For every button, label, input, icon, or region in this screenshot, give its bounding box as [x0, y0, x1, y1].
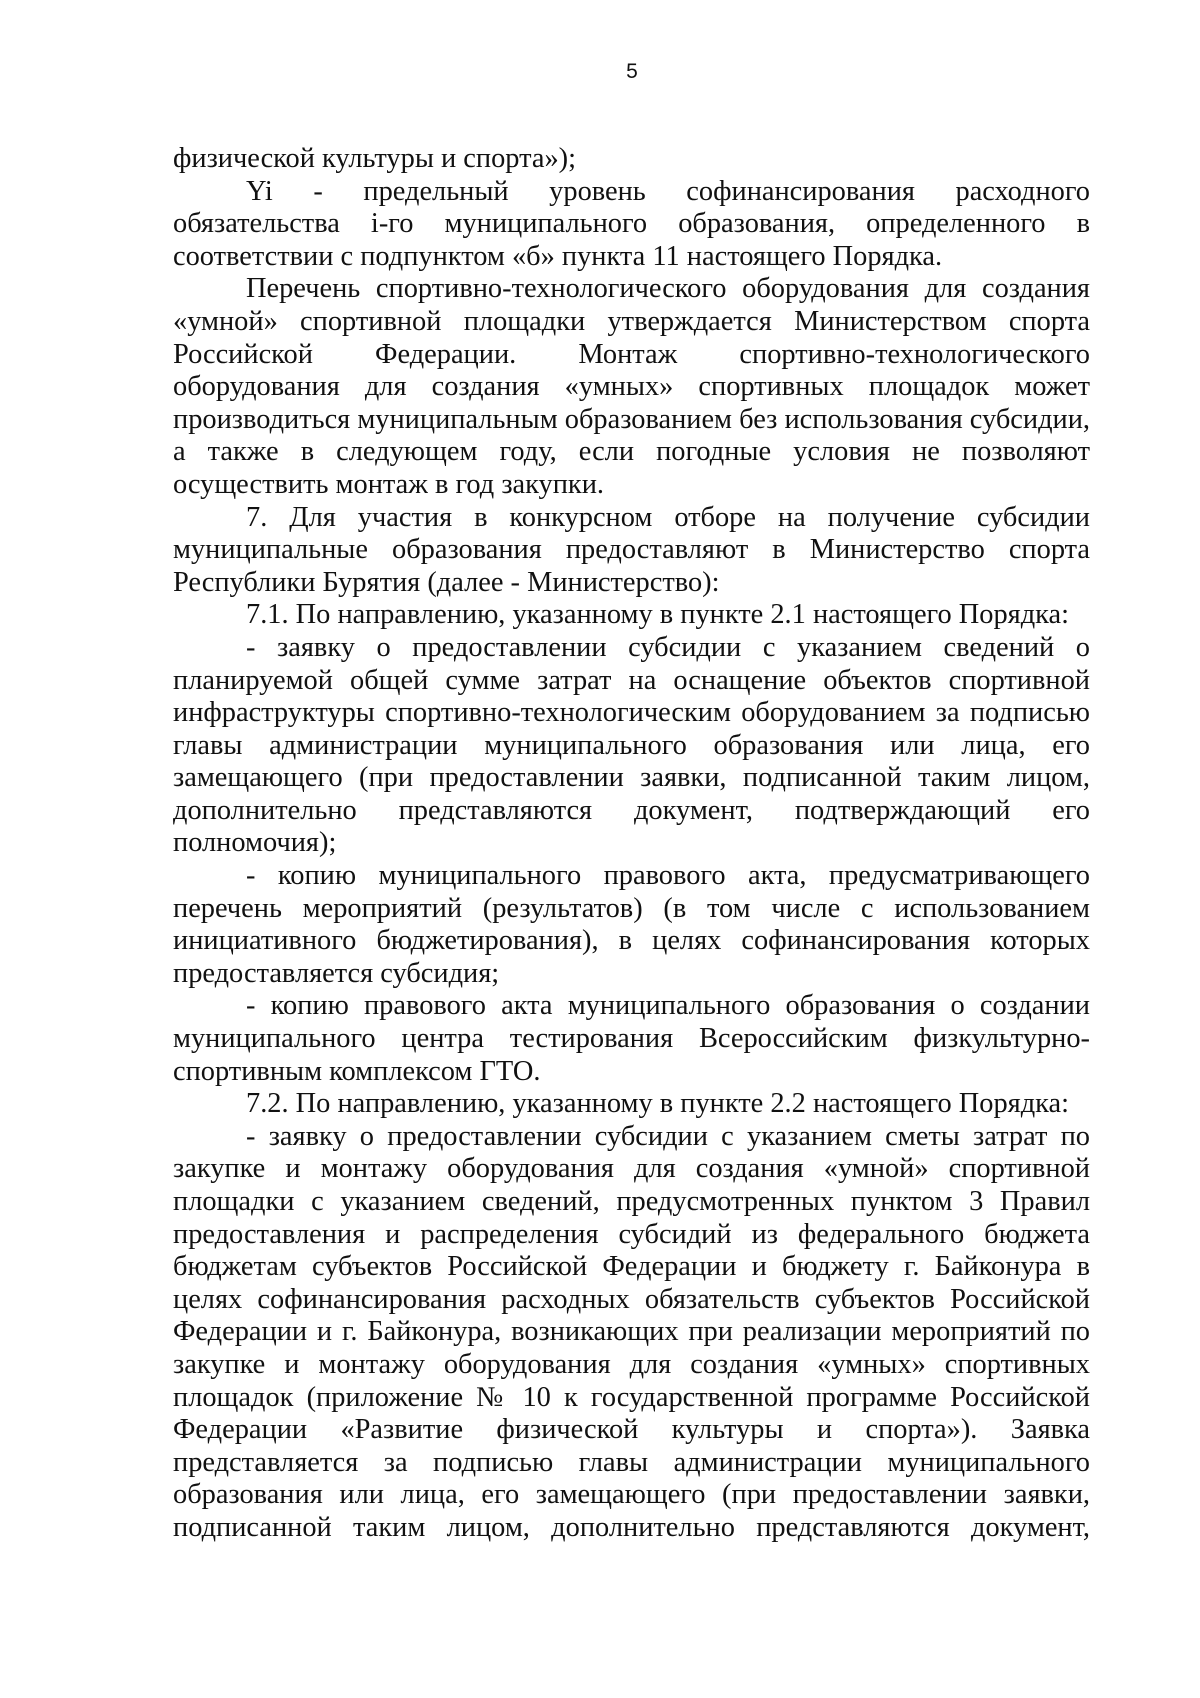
paragraph-item-7-2: 7.2. По направлению, указанному в пункте 2.2 настоящего Порядка: — [246, 1088, 1070, 1120]
paragraph-7-1-application: - заявку о предоставлении субсидии с указанием сведений о планируемой общей сумме затрат на оснащение объектов спортивной инфраструктуры спортивно-технологическим оборудованием за подписью главы администрации муниципального образования или лица, его замещающего (при предоставлении заявки, подписанной таким лицом, дополнительно представляются документ, подтверждающий его полномочия); — [173, 631, 1090, 859]
paragraph-7-1-gto-center: - копию правового акта муниципального образования о создании муниципального центра тестирования Всероссийским физкультурно-спортивным комплексом ГТО. — [173, 990, 1090, 1087]
page-number: 5 — [626, 60, 638, 83]
paragraph-equipment-list: Перечень спортивно-технологического оборудования для создания «умной» спортивной площадки утверждается Министерством спорта Российской Федерации. Монтаж спортивно-технологического оборудования для создания «умных» спортивных площадок может производиться муниципальным образованием без использования субсидии, а также в следующем году, если погодные условия не позволяют осуществить монтаж в год закупки. — [173, 273, 1091, 500]
paragraph-item-7: 7. Для участия в конкурсном отборе на получение субсидии муниципальные образования предоставляют в Министерство спорта Республики Бурятия (далее - Министерство): — [173, 501, 1090, 598]
paragraph-item-7-1: 7.1. По направлению, указанному в пункте 2.1 настоящего Порядка: — [246, 599, 1070, 631]
document-body — [173, 143, 1090, 1545]
paragraph-yi-definition: Yi - предельный уровень софинансирования расходного обязательства i-го муниципального образования, определенного в соответствии с подпунктом «б» пункта 11 настоящего Порядка. — [173, 175, 1090, 272]
paragraph-continuation: физической культуры и спорта»); — [173, 143, 576, 174]
paragraph-7-1-legal-act-copy: - копию муниципального правового акта, предусматривающего перечень мероприятий (результатов) (в том числе с использованием инициативного бюджетирования), в целях софинансирования которых предоставляется субсидия; — [173, 860, 1090, 989]
paragraph-7-2-application: - заявку о предоставлении субсидии с указанием сметы затрат по закупке и монтажу оборудования для создания «умной» спортивной площадки с указанием сведений, предусмотренных пунктом 3 Правил предоставления и распределения субсидий из федерального бюджета бюджетам субъектов Российской Федерации и бюджету г. Байконура в целях софинансирования расходных обязательств субъектов Российской Федерации и г. Байконура, возникающих при реализации мероприятий по закупке и монтажу оборудования для создания «умных» спортивных площадок (приложение № 10 к государственной программе Российской Федерации «Развитие физической культуры и спорта»). Заявка представляется за подписью главы администрации муниципального образования или лица, его замещающего (при предоставлении заявки, подписанной таким лицом, дополнительно представляются документ, — [173, 1120, 1090, 1543]
